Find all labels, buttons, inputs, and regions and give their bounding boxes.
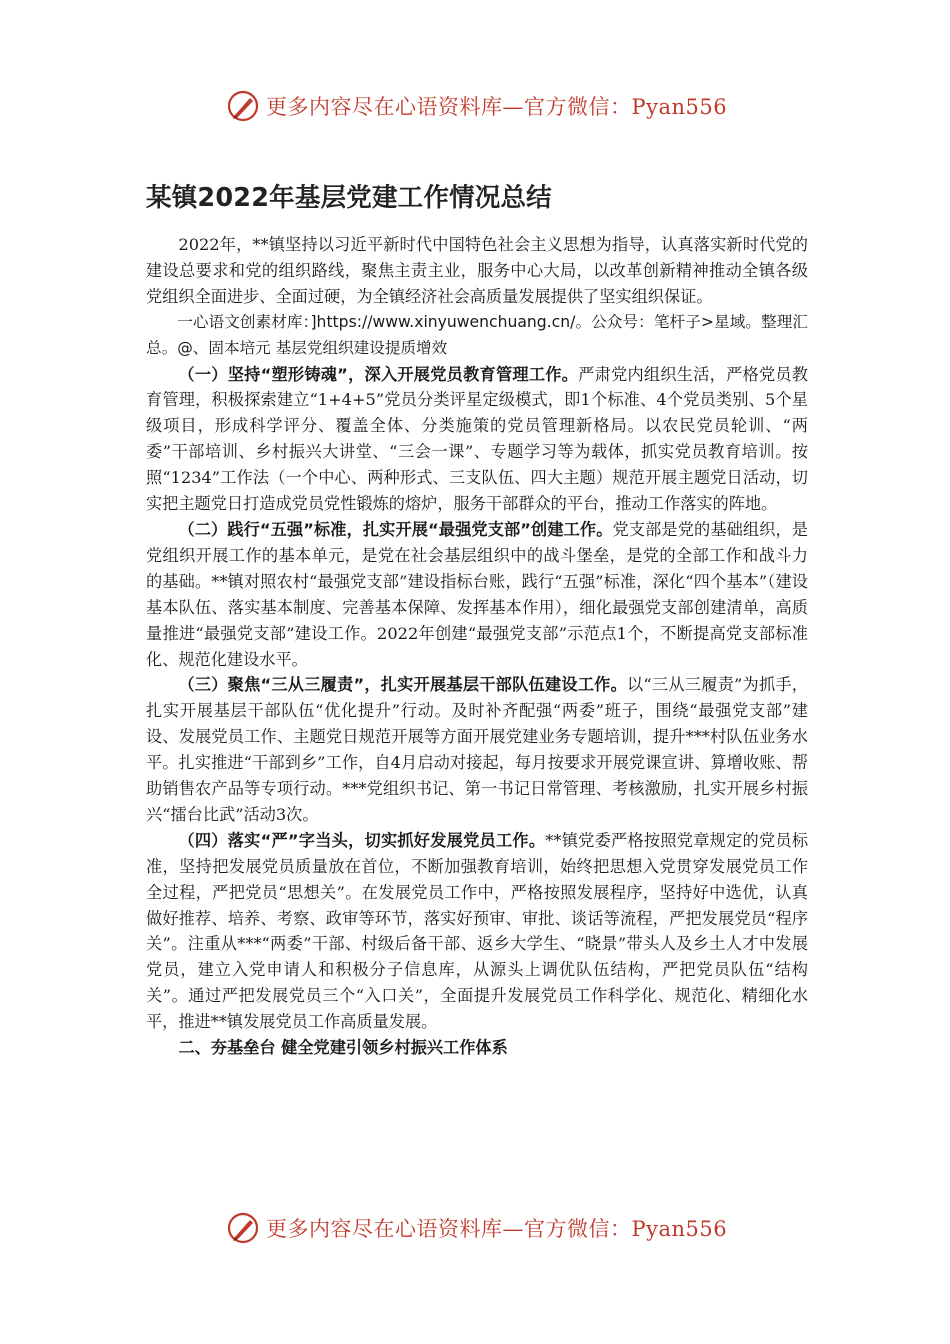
- source-note-paragraph: 一心语文创素材库：]https://www.xinyuwenchuang.cn/。公众号：笔杆子>星域。整理汇总。@、固本培元 基层党组织建设提质增效: [146, 312, 808, 357]
- section-2-heading: （二）践行“五强”标准，扎实开展“最强党支部”创建工作。: [178, 519, 613, 539]
- banner-text: 更多内容尽在心语资料库—官方微信：Pyan556: [266, 95, 728, 119]
- banner-text: 更多内容尽在心语资料库—官方微信：Pyan556: [266, 1217, 728, 1241]
- section-3-heading: （三）聚焦“三从三履责”，扎实开展基层干部队伍建设工作。: [178, 675, 628, 695]
- section-1-text: 严肃党内组织生活，严格党员教育管理，积极探索建立“1+4+5”党员分类评星定级模式，即1个标准、4个党员类别、5个星级项目，形成科学评分、覆盖全体、分类施策的党员管理新格局。以农民党员轮训、“两委”干部培训、乡村振兴大讲堂、“三会一课”、专题学习等为载体，抓实党员教育培训。按照“1234”工作法（一个中心、两种形式、三支队伍、四大主题）规范开展主题党日活动，切实把主题党日打造成党员党性锻炼的熔炉，服务干部群众的平台，推动工作落实的阵地。: [146, 364, 809, 514]
- document-body: [146, 232, 808, 1061]
- document-title: 某镇2022年基层党建工作情况总结: [146, 183, 552, 213]
- pen-logo-icon: [226, 1211, 260, 1245]
- section-3-text: 以“三从三履责”为抓手，扎实开展基层干部队伍“优化提升”行动。及时补齐配强“两委”班子，围绕“最强党支部”建设、发展党员工作、主题党日规范开展等方面开展党建业务专题培训，提升***村队伍业务水平。扎实推进“干部到乡”工作，自4月启动对接起，每月按要求开展党课宣讲、算增收账、帮助销售农产品等专项行动。***党组织书记、第一书记日常管理、考核激励，扎实开展乡村振兴“擂台比武”活动3次。: [146, 675, 808, 824]
- section-4-paragraph: [146, 828, 808, 1035]
- section-3-paragraph: [146, 672, 808, 827]
- section-2-text: 党支部是党的基础组织，是党组织开展工作的基本单元，是党在社会基层组织中的战斗堡垒，是党的全部工作和战斗力的基础。**镇对照农村“最强党支部”建设指标台账，践行“五强”标准，深化“四个基本”（建设基本队伍、落实基本制度、完善基本保障、发挥基本作用），细化最强党支部创建清单，高质量推进“最强党支部”建设工作。2022年创建“最强党支部”示范点1个，不断提高党支部标准化、规范化建设水平。: [146, 519, 808, 669]
- top-watermark-banner: [226, 86, 746, 126]
- section-4-text: **镇党委严格按照党章规定的党员标准，坚持把发展党员质量放在首位，不断加强教育培训，始终把思想入党贯穿发展党员工作全过程，严把党员“思想关”。在发展党员工作中，严格按照发展程序，坚持好中选优，认真做好推荐、培养、考察、政审等环节，落实好预审、审批、谈话等流程，严把发展党员“程序关”。注重从***“两委”干部、村级后备干部、返乡大学生、“晓景”带头人及乡土人才中发展党员，建立入党申请人和积极分子信息库，从源头上调优队伍结构，严把党员队伍“结构关”。通过严把发展党员三个“入口关”，全面提升发展党员工作科学化、规范化、精细化水平，推进**镇发展党员工作高质量发展。: [146, 830, 809, 1032]
- section-1-heading: （一）坚持“塑形铸魂”，深入开展党员教育管理工作。: [178, 364, 579, 384]
- part-two-heading: 二、夯基垒台 健全党建引领乡村振兴工作体系: [178, 1038, 508, 1058]
- bottom-watermark-banner: [226, 1208, 746, 1248]
- section-1-paragraph: [146, 362, 808, 517]
- pen-logo-icon: [226, 89, 260, 123]
- section-2-paragraph: [146, 517, 808, 672]
- intro-paragraph: 2022年，**镇坚持以习近平新时代中国特色社会主义思想为指导，认真落实新时代党的建设总要求和党的组织路线，聚焦主责主业，服务中心大局，以改革创新精神推动全镇各级党组织全面进步、全面过硬，为全镇经济社会高质量发展提供了坚实组织保证。: [146, 235, 808, 306]
- section-4-heading: （四）落实“严”字当头，切实抓好发展党员工作。: [178, 830, 546, 850]
